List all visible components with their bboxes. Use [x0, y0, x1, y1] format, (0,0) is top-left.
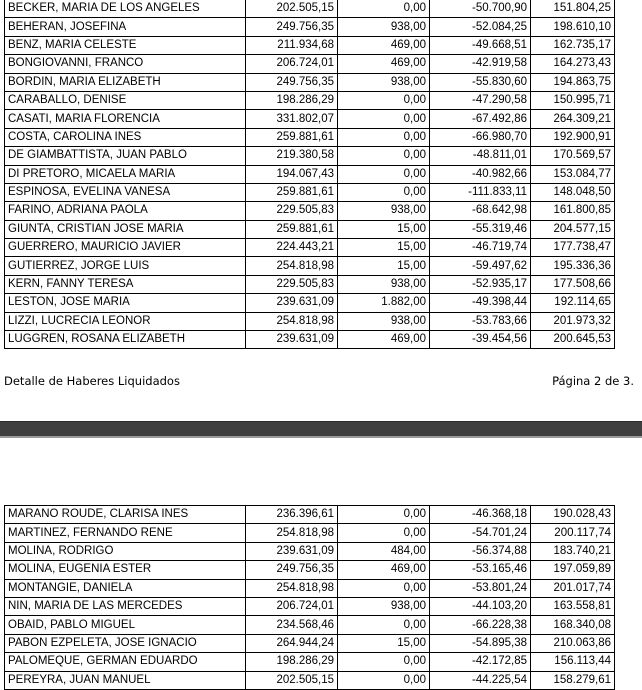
amount-cell: 197.059,89 [531, 561, 615, 579]
amount-cell: -49.668,51 [430, 36, 531, 54]
amount-cell: 206.724,01 [246, 597, 338, 615]
amount-cell: 938,00 [338, 597, 430, 615]
employee-name-cell: KERN, FANNY TERESA [5, 275, 246, 293]
amount-cell: 198.286,29 [246, 653, 338, 671]
table-row [5, 128, 615, 146]
footer-document-title: Detalle de Haberes Liquidados [4, 374, 180, 388]
employee-name-cell: MOLINA, RODRIGO [5, 542, 246, 560]
employee-name-cell: MOLINA, EUGENIA ESTER [5, 561, 246, 579]
amount-cell: -44.225,54 [430, 671, 531, 689]
employee-name-cell: FARINO, ADRIANA PAOLA [5, 202, 246, 220]
table-row [5, 73, 615, 91]
table-row [5, 0, 615, 18]
amount-cell: 484,00 [338, 542, 430, 560]
amount-cell: 234.568,46 [246, 616, 338, 634]
table-row [5, 275, 615, 293]
amount-cell: 15,00 [338, 634, 430, 652]
amount-cell: 938,00 [338, 18, 430, 36]
employee-name-cell: BORDIN, MARIA ELIZABETH [5, 73, 246, 91]
table-row [5, 561, 615, 579]
table-row [5, 616, 615, 634]
employee-name-cell: GUTIERREZ, JORGE LUIS [5, 257, 246, 275]
employee-name-cell: BEHERAN, JOSEFINA [5, 18, 246, 36]
amount-cell: 211.934,68 [246, 36, 338, 54]
amount-cell: -46.719,74 [430, 239, 531, 257]
amount-cell: 331.802,07 [246, 110, 338, 128]
employee-name-cell: DE GIAMBATTISTA, JUAN PABLO [5, 147, 246, 165]
amount-cell: 15,00 [338, 257, 430, 275]
amount-cell: 0,00 [338, 524, 430, 542]
amount-cell: -55.319,46 [430, 220, 531, 238]
amount-cell: 202.505,15 [246, 0, 338, 18]
amount-cell: -39.454,56 [430, 331, 531, 349]
amount-cell: -67.492,86 [430, 110, 531, 128]
table-row [5, 671, 615, 689]
amount-cell: -47.290,58 [430, 91, 531, 109]
employee-name-cell: BECKER, MARIA DE LOS ANGELES [5, 0, 246, 18]
amount-cell: 0,00 [338, 91, 430, 109]
employee-name-cell: PALOMEQUE, GERMAN EDUARDO [5, 653, 246, 671]
table-row [5, 294, 615, 312]
amount-cell: 202.505,15 [246, 671, 338, 689]
employee-name-cell: BONGIOVANNI, FRANCO [5, 55, 246, 73]
amount-cell: 156.113,44 [531, 653, 615, 671]
amount-cell: -50.700,90 [430, 0, 531, 18]
amount-cell: 224.443,21 [246, 239, 338, 257]
amount-cell: 0,00 [338, 165, 430, 183]
amount-cell: 249.756,35 [246, 18, 338, 36]
amount-cell: 201.017,74 [531, 579, 615, 597]
table-row [5, 18, 615, 36]
footer-page-number: Página 2 de 3. [552, 374, 634, 388]
amount-cell: 239.631,09 [246, 331, 338, 349]
amount-cell: 151.804,25 [531, 0, 615, 18]
table-row [5, 524, 615, 542]
amount-cell: 229.505,83 [246, 275, 338, 293]
amount-cell: -54.895,38 [430, 634, 531, 652]
amount-cell: 162.735,17 [531, 36, 615, 54]
table-row [5, 597, 615, 615]
amount-cell: 0,00 [338, 579, 430, 597]
table-row [5, 312, 615, 330]
amount-cell: 0,00 [338, 128, 430, 146]
amount-cell: 259.881,61 [246, 183, 338, 201]
salary-table-page-2 [4, 505, 615, 690]
amount-cell: 469,00 [338, 561, 430, 579]
employee-name-cell: ESPINOSA, EVELINA VANESA [5, 183, 246, 201]
table-row [5, 110, 615, 128]
amount-cell: 206.724,01 [246, 55, 338, 73]
amount-cell: 194.863,75 [531, 73, 615, 91]
amount-cell: 264.944,24 [246, 634, 338, 652]
employee-name-cell: NIN, MARIA DE LAS MERCEDES [5, 597, 246, 615]
table-row [5, 506, 615, 524]
amount-cell: -68.642,98 [430, 202, 531, 220]
amount-cell: 469,00 [338, 36, 430, 54]
amount-cell: 150.995,71 [531, 91, 615, 109]
employee-name-cell: PEREYRA, JUAN MANUEL [5, 671, 246, 689]
employee-name-cell: CASATI, MARIA FLORENCIA [5, 110, 246, 128]
amount-cell: 0,00 [338, 616, 430, 634]
amount-cell: 938,00 [338, 312, 430, 330]
employee-name-cell: MONTANGIE, DANIELA [5, 579, 246, 597]
amount-cell: 200.117,74 [531, 524, 615, 542]
amount-cell: 163.558,81 [531, 597, 615, 615]
amount-cell: 0,00 [338, 653, 430, 671]
amount-cell: 190.028,43 [531, 506, 615, 524]
amount-cell: 254.818,98 [246, 524, 338, 542]
amount-cell: 15,00 [338, 220, 430, 238]
table-row [5, 634, 615, 652]
amount-cell: 254.818,98 [246, 257, 338, 275]
amount-cell: 200.645,53 [531, 331, 615, 349]
amount-cell: 164.273,43 [531, 55, 615, 73]
amount-cell: 153.084,77 [531, 165, 615, 183]
employee-name-cell: MARTINEZ, FERNANDO RENE [5, 524, 246, 542]
amount-cell: 168.340,08 [531, 616, 615, 634]
amount-cell: 249.756,35 [246, 561, 338, 579]
table-row [5, 579, 615, 597]
amount-cell: 194.067,43 [246, 165, 338, 183]
amount-cell: 938,00 [338, 73, 430, 91]
amount-cell: -59.497,62 [430, 257, 531, 275]
salary-table-page-1 [4, 0, 615, 349]
amount-cell: 469,00 [338, 331, 430, 349]
amount-cell: -111.833,11 [430, 183, 531, 201]
table-row [5, 542, 615, 560]
amount-cell: -49.398,44 [430, 294, 531, 312]
amount-cell: 254.818,98 [246, 579, 338, 597]
amount-cell: 239.631,09 [246, 294, 338, 312]
table-row [5, 55, 615, 73]
table-row [5, 165, 615, 183]
table-row [5, 91, 615, 109]
amount-cell: -55.830,60 [430, 73, 531, 91]
amount-cell: -44.103,20 [430, 597, 531, 615]
employee-name-cell: COSTA, CAROLINA INES [5, 128, 246, 146]
employee-name-cell: LIZZI, LUCRECIA LEONOR [5, 312, 246, 330]
amount-cell: 183.740,21 [531, 542, 615, 560]
amount-cell: 219.380,58 [246, 147, 338, 165]
amount-cell: -42.919,58 [430, 55, 531, 73]
amount-cell: 259.881,61 [246, 220, 338, 238]
employee-name-cell: CARABALLO, DENISE [5, 91, 246, 109]
amount-cell: -52.084,25 [430, 18, 531, 36]
table-row [5, 36, 615, 54]
amount-cell: 0,00 [338, 110, 430, 128]
amount-cell: -66.228,38 [430, 616, 531, 634]
employee-name-cell: DI PRETORO, MICAELA MARIA [5, 165, 246, 183]
amount-cell: 0,00 [338, 506, 430, 524]
employee-name-cell: OBAID, PABLO MIGUEL [5, 616, 246, 634]
amount-cell: -40.982,66 [430, 165, 531, 183]
amount-cell: 938,00 [338, 202, 430, 220]
amount-cell: -46.368,18 [430, 506, 531, 524]
amount-cell: 236.396,61 [246, 506, 338, 524]
amount-cell: -54.701,24 [430, 524, 531, 542]
amount-cell: 192.900,91 [531, 128, 615, 146]
amount-cell: 0,00 [338, 0, 430, 18]
amount-cell: 0,00 [338, 147, 430, 165]
amount-cell: -52.935,17 [430, 275, 531, 293]
table-row [5, 147, 615, 165]
employee-name-cell: LESTON, JOSE MARIA [5, 294, 246, 312]
table-row [5, 183, 615, 201]
amount-cell: 158.279,61 [531, 671, 615, 689]
employee-name-cell: MARANO ROUDE, CLARISA INES [5, 506, 246, 524]
amount-cell: 192.114,65 [531, 294, 615, 312]
amount-cell: 254.818,98 [246, 312, 338, 330]
amount-cell: -53.801,24 [430, 579, 531, 597]
amount-cell: 0,00 [338, 183, 430, 201]
table-row [5, 239, 615, 257]
amount-cell: -56.374,88 [430, 542, 531, 560]
table-row [5, 202, 615, 220]
amount-cell: 201.973,32 [531, 312, 615, 330]
amount-cell: 1.882,00 [338, 294, 430, 312]
amount-cell: 177.508,66 [531, 275, 615, 293]
amount-cell: 249.756,35 [246, 73, 338, 91]
amount-cell: -48.811,01 [430, 147, 531, 165]
amount-cell: 195.336,36 [531, 257, 615, 275]
table-row [5, 257, 615, 275]
amount-cell: -53.783,66 [430, 312, 531, 330]
amount-cell: 239.631,09 [246, 542, 338, 560]
amount-cell: 938,00 [338, 275, 430, 293]
employee-name-cell: LUGGREN, ROSANA ELIZABETH [5, 331, 246, 349]
amount-cell: 177.738,47 [531, 239, 615, 257]
amount-cell: 204.577,15 [531, 220, 615, 238]
table-row [5, 220, 615, 238]
amount-cell: 259.881,61 [246, 128, 338, 146]
amount-cell: -53.165,46 [430, 561, 531, 579]
amount-cell: 0,00 [338, 671, 430, 689]
amount-cell: 198.610,10 [531, 18, 615, 36]
employee-name-cell: BENZ, MARIA CELESTE [5, 36, 246, 54]
amount-cell: 170.569,57 [531, 147, 615, 165]
amount-cell: 469,00 [338, 55, 430, 73]
amount-cell: 229.505,83 [246, 202, 338, 220]
employee-name-cell: GIUNTA, CRISTIAN JOSE MARIA [5, 220, 246, 238]
employee-name-cell: PABON EZPELETA, JOSE IGNACIO [5, 634, 246, 652]
table-row [5, 653, 615, 671]
amount-cell: 210.063,86 [531, 634, 615, 652]
employee-name-cell: GUERRERO, MAURICIO JAVIER [5, 239, 246, 257]
amount-cell: 161.800,85 [531, 202, 615, 220]
amount-cell: 198.286,29 [246, 91, 338, 109]
amount-cell: -42.172,85 [430, 653, 531, 671]
amount-cell: 264.309,21 [531, 110, 615, 128]
amount-cell: -66.980,70 [430, 128, 531, 146]
table-row [5, 331, 615, 349]
amount-cell: 148.048,50 [531, 183, 615, 201]
page-separator [0, 421, 642, 438]
amount-cell: 15,00 [338, 239, 430, 257]
